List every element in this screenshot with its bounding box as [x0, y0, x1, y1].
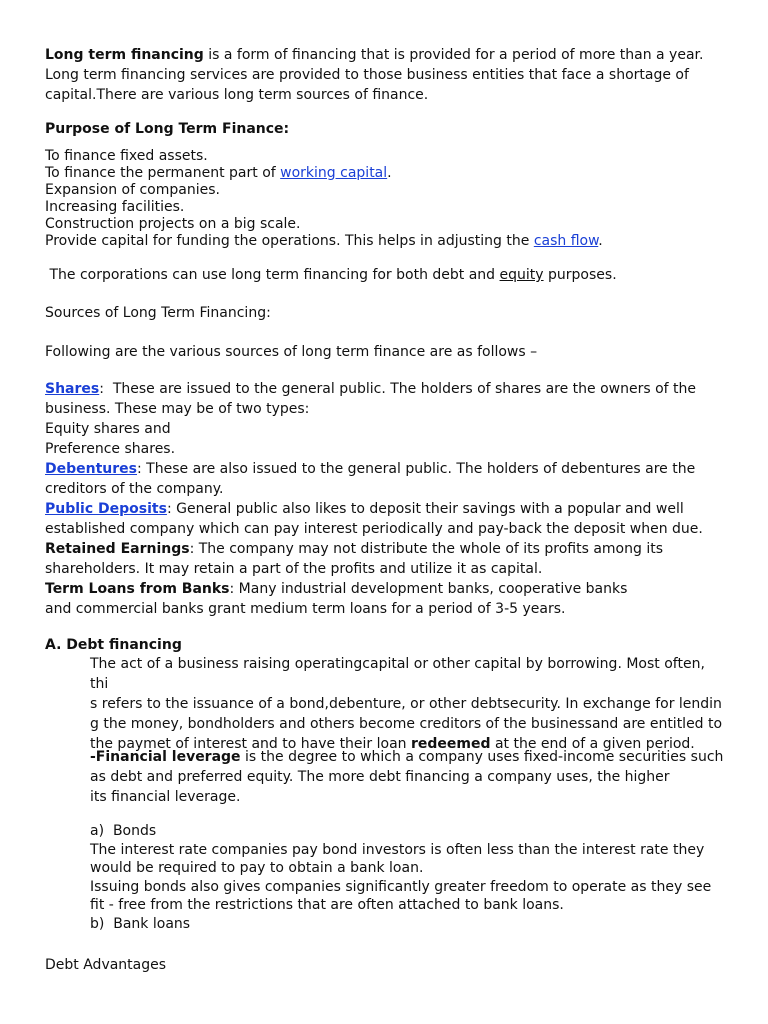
- debentures-link[interactable]: Debentures: [45, 461, 137, 477]
- purpose-item: Provide capital for funding the operations. This helps in adjusting the cash flow.: [45, 233, 603, 249]
- intro-paragraph: [45, 45, 735, 105]
- purpose-item: To finance fixed assets.: [45, 148, 208, 164]
- public-deposits-line-2: established company which can pay interest periodically and pay-back the deposit when due.: [45, 521, 703, 537]
- debt-line: g the money, bondholders and others become creditors of the businessand are entitled to: [90, 716, 723, 732]
- public-deposits-link[interactable]: Public Deposits: [45, 501, 167, 517]
- working-capital-link[interactable]: working capital: [280, 165, 388, 181]
- purpose-heading: Purpose of Long Term Finance:: [45, 121, 290, 137]
- purpose-item: Construction projects on a big scale.: [45, 216, 301, 232]
- term-loans-line-2: and commercial banks grant medium term loans for a period of 3-5 years.: [45, 601, 566, 617]
- intro-line-2: Long term financing services are provided to those business entities that face a shortage of: [45, 67, 689, 83]
- sources-intro: Following are the various sources of long term finance are as follows –: [45, 344, 538, 360]
- bonds-label: a) Bonds: [90, 823, 157, 839]
- financial-leverage-paragraph: -Financial leverage is the degree to which a company uses fixed-income securities such as debt and preferred equity. The more debt financing a company uses, the higher its financial leverage.: [90, 749, 724, 805]
- debt-line: s refers to the issuance of a bond,debenture, or other debtsecurity. In exchange for lendin: [90, 696, 722, 712]
- financial-leverage-term: -Financial leverage: [90, 749, 241, 765]
- purpose-item: To finance the permanent part of working capital.: [45, 165, 392, 181]
- intro-term: Long term financing: [45, 47, 204, 63]
- debt-line: The act of a business raising operatingcapital or other capital by borrowing. Most often, thi: [90, 656, 705, 692]
- debt-financing-body: [45, 654, 725, 754]
- shares-type: Preference shares.: [45, 441, 176, 457]
- purpose-list: [45, 148, 735, 250]
- corporations-line: The corporations can use long term financing for both debt and equity purposes.: [45, 267, 617, 283]
- public-deposits-entry: Public Deposits: General public also likes to deposit their savings with a popular and well: [45, 501, 684, 517]
- equity-link[interactable]: equity: [499, 267, 544, 283]
- term-loans-entry: Term Loans from Banks: Many industrial development banks, cooperative banks: [45, 581, 628, 597]
- intro-text: is a form of financing that is provided for a period of more than a year.: [203, 47, 704, 63]
- sources-heading: Sources of Long Term Financing:: [45, 305, 271, 321]
- shares-link[interactable]: Shares: [45, 381, 100, 397]
- shares-line-2: business. These may be of two types:: [45, 401, 310, 417]
- bank-loans-label: b) Bank loans: [90, 915, 191, 932]
- sources-list: [45, 379, 735, 619]
- shares-type: Equity shares and: [45, 421, 171, 437]
- retained-earnings-line-2: shareholders. It may retain a part of the profits and utilize it as capital.: [45, 561, 543, 577]
- shares-entry: Shares: These are issued to the general public. The holders of shares are the owners of the: [45, 381, 697, 397]
- intro-line-3: capital.There are various long term sources of finance.: [45, 87, 429, 103]
- debt-advantages-heading: Debt Advantages: [45, 957, 167, 973]
- retained-earnings-entry: Retained Earnings: The company may not distribute the whole of its profits among its: [45, 541, 664, 557]
- debt-types: a) Bonds The interest rate companies pay bond investors is often less than the interest rate they would be required to pay to obtain a bank loan. Issuing bonds also gives companies significantly greater freedom to operate as they see fit - free from the restrictions that are often attached to bank loans. b) Bank loans: [45, 822, 725, 933]
- debt-line: the paymet of interest and to have their loan redeemed at the end of a given period.: [90, 736, 695, 752]
- purpose-item: Expansion of companies.: [45, 182, 220, 198]
- debentures-line-2: creditors of the company.: [45, 481, 224, 497]
- debt-financing-heading: A. Debt financing: [45, 637, 182, 653]
- purpose-item: Increasing facilities.: [45, 199, 185, 215]
- debentures-entry: Debentures: These are also issued to the general public. The holders of debentures are the: [45, 461, 696, 477]
- cash-flow-link[interactable]: cash flow: [533, 233, 599, 249]
